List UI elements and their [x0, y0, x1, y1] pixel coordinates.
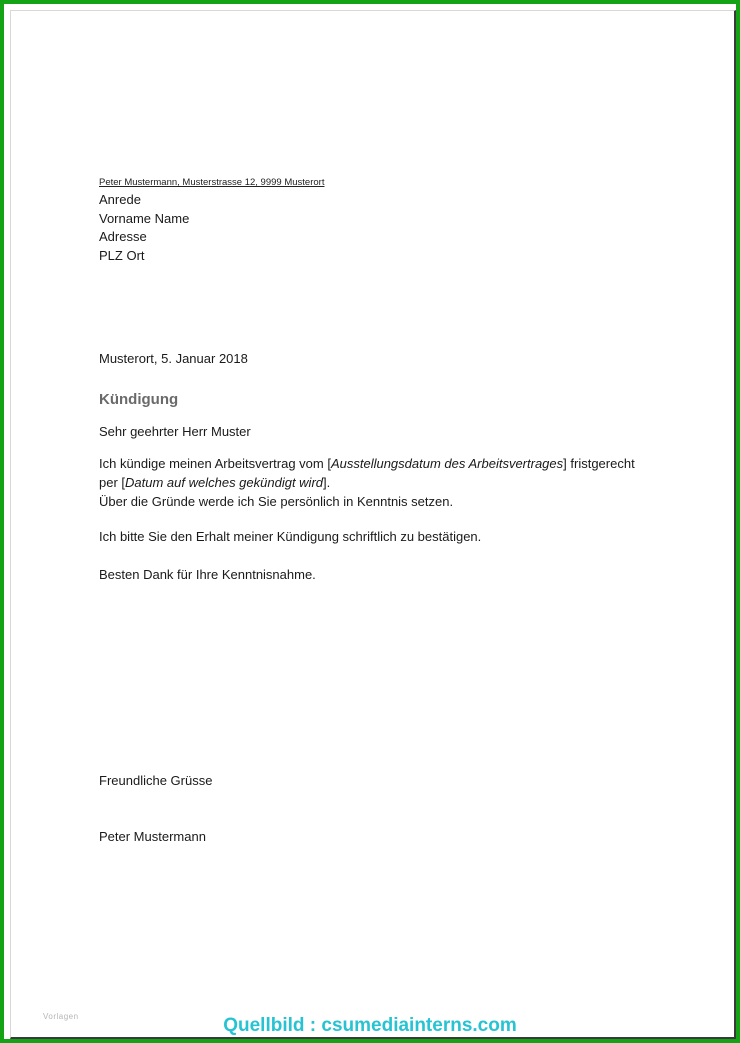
recipient-name: Vorname Name: [99, 210, 190, 226]
body-line-1-placeholder: Ausstellungsdatum des Arbeitsvertrages: [330, 456, 564, 471]
body-line-3: Über die Gründe werde ich Sie persönlich in Kenntnis setzen.: [99, 494, 454, 509]
source-watermark: Quellbild : csumediainterns.com: [223, 1015, 517, 1036]
body-paragraph: [99, 454, 635, 511]
letter-greeting: Sehr geehrter Herr Muster: [99, 424, 251, 439]
letter-date: Musterort, 5. Januar 2018: [99, 351, 248, 366]
body-line-2-suffix: ].: [323, 475, 331, 490]
letter-page: [10, 10, 736, 1039]
body-line-2: [99, 473, 635, 492]
thanks-paragraph: Besten Dank für Ihre Kenntnisnahme.: [99, 567, 316, 582]
body-line-2-prefix: per [: [99, 475, 126, 490]
body-line-1-suffix: ] fristgerecht: [563, 456, 635, 471]
sender-line: Peter Mustermann, Musterstrasse 12, 9999 Musterort: [99, 177, 325, 188]
signature-name: Peter Mustermann: [99, 829, 206, 844]
body-line-1: [99, 454, 635, 473]
vorlagen-watermark: Vorlagen: [43, 1012, 79, 1021]
recipient-address: [99, 191, 189, 265]
body-line-2-placeholder: Datum auf welches gekündigt wird: [125, 475, 324, 490]
body-line-1-prefix: Ich kündige meinen Arbeitsvertrag vom [: [99, 456, 331, 471]
recipient-salutation: Anrede: [99, 192, 141, 207]
closing-phrase: Freundliche Grüsse: [99, 773, 213, 788]
recipient-street: Adresse: [99, 229, 147, 244]
recipient-city: PLZ Ort: [99, 247, 145, 263]
confirmation-paragraph: Ich bitte Sie den Erhalt meiner Kündigung schriftlich zu bestätigen.: [99, 529, 482, 544]
letter-subject: Kündigung: [99, 391, 179, 408]
